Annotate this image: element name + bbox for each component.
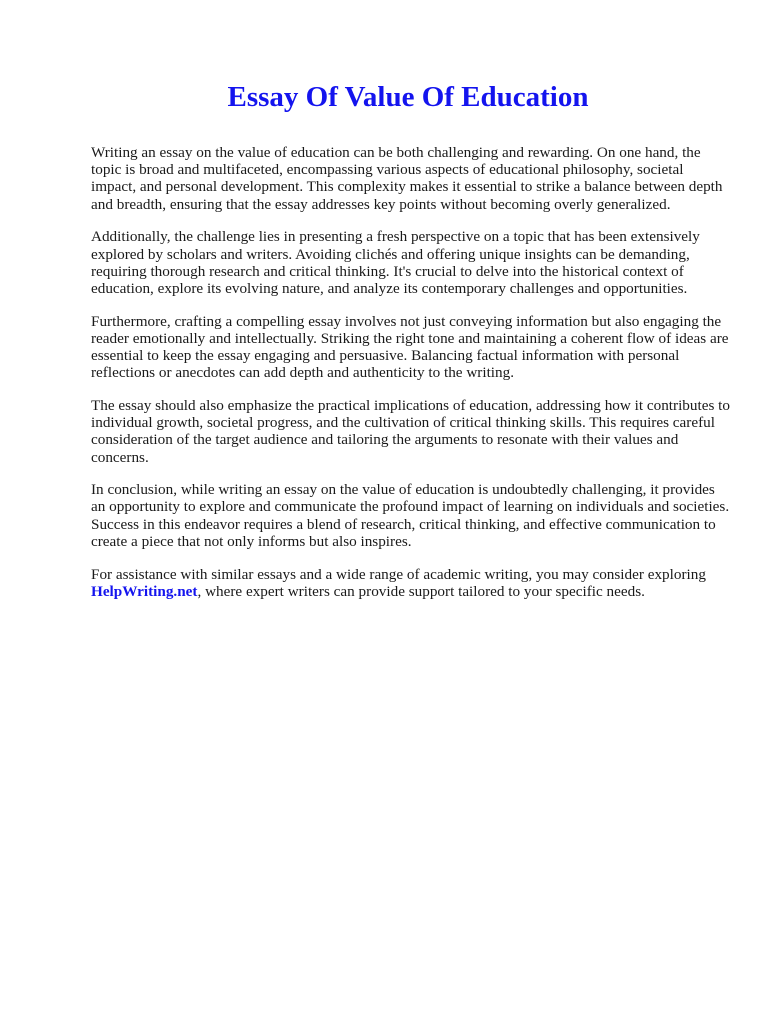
paragraph-2: Additionally, the challenge lies in presenting a fresh perspective on a topic that has been extensively explored by scholars and writers. Avoiding clichés and offering unique insights can be demanding, requiring thorough research and critical thinking. It's crucial to delve into the historical context of education, explore its evolving nature, and analyze its contemporary challenges and opportunities.: [91, 228, 700, 297]
paragraph-4: The essay should also emphasize the practical implications of education, addressing how it contributes to individual growth, societal progress, and the cultivation of critical thinking skills. This requires careful consideration of the target audience and tailoring the arguments to resonate with their values and concerns.: [91, 396, 730, 466]
helpwriting-link[interactable]: HelpWriting.net: [91, 582, 198, 600]
paragraph-5: In conclusion, while writing an essay on the value of education is undoubtedly challenging, it provides an opportunity to explore and communicate the profound impact of learning on individuals and societies. Success in this endeavor requires a blend of research, critical thinking, and effective communication to create a piece that not only informs but also inspires.: [91, 481, 730, 550]
paragraph-3: Furthermore, crafting a compelling essay involves not just conveying information but also engaging the reader emotionally and intellectually. Striking the right tone and maintaining a coherent flow of ideas are essential to keep the essay engaging and persuasive. Balancing factual information with personal reflections or anecdotes can add depth and authenticity to the writing.: [91, 312, 729, 382]
closing-paragraph: [91, 566, 731, 600]
page-title: Essay Of Value Of Education: [227, 81, 589, 113]
essay-body: [91, 144, 731, 615]
closing-text-before-link: For assistance with similar essays and a wide range of academic writing, you may consider exploring: [91, 565, 706, 583]
paragraph-1: Writing an essay on the value of education can be both challenging and rewarding. On one hand, the topic is broad and multifaceted, encompassing various aspects of educational philosophy, societal impact, and personal development. This complexity makes it essential to strike a balance between depth and breadth, ensuring that the essay addresses key points without becoming overly generalized.: [91, 144, 723, 213]
closing-text-after-link: , where expert writers can provide support tailored to your specific needs.: [197, 582, 645, 600]
